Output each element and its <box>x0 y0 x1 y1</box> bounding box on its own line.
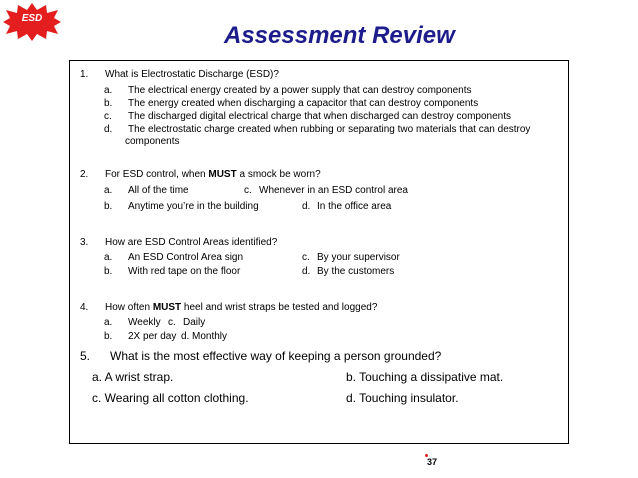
option-letter: a. <box>104 252 113 263</box>
question-text: What is Electrostatic Discharge (ESD)? <box>105 69 279 80</box>
option-letter: a. <box>104 85 113 96</box>
option-text: With red tape on the floor <box>128 266 241 277</box>
option-text: The electrostatic charge created when rubbing or separating two materials that can destroy <box>128 124 531 135</box>
option-text: Weekly <box>128 317 161 328</box>
option-letter: b. <box>104 331 113 342</box>
option-5a <box>92 370 173 384</box>
option-text: Monthly <box>192 331 228 342</box>
option-text: In the office area <box>317 201 392 212</box>
question-number: 3. <box>80 237 89 248</box>
option-text: d. Touching insulator. <box>346 391 459 405</box>
option-letter: c. <box>168 317 176 328</box>
option-text: 2X per day <box>128 331 177 342</box>
option-text: By the customers <box>317 266 395 277</box>
option-5d <box>346 391 459 405</box>
page-title: Assessment Review <box>224 22 455 49</box>
question-number: 4. <box>80 302 89 313</box>
page-number: 37 <box>427 457 438 467</box>
option-letter: b. <box>104 201 113 212</box>
option-letter: d. <box>104 124 113 135</box>
option-letter: d. <box>181 331 190 342</box>
option-text: components <box>125 136 180 147</box>
option-1d-continuation <box>125 136 179 148</box>
option-text: The discharged digital electrical charge that when discharged can destroy components <box>128 111 511 122</box>
option-text: The energy created when discharging a capacitor that can destroy components <box>128 98 479 109</box>
option-5b <box>346 370 503 384</box>
option-letter: d. <box>302 266 311 277</box>
option-text: All of the time <box>128 185 189 196</box>
option-letter: b. <box>104 98 113 109</box>
option-text: Daily <box>183 317 206 328</box>
option-text: a. A wrist strap. <box>92 370 174 384</box>
option-letter: b. <box>104 266 113 277</box>
option-text: Anytime you’re in the building <box>128 201 259 212</box>
questions-box <box>69 60 569 444</box>
question-number: 2. <box>80 169 89 180</box>
question-number: 5. <box>80 349 91 363</box>
option-text: b. Touching a dissipative mat. <box>346 370 504 384</box>
option-letter: d. <box>302 201 311 212</box>
option-text: c. Wearing all cotton clothing. <box>92 391 249 405</box>
option-5c <box>92 391 249 405</box>
option-letter: a. <box>104 317 113 328</box>
option-letter: c. <box>104 111 112 122</box>
question-text: What is the most effective way of keeping a person grounded? <box>110 349 442 363</box>
question-text: How are ESD Control Areas identified? <box>105 237 278 248</box>
option-text: Whenever in an ESD control area <box>259 185 408 196</box>
option-text: An ESD Control Area sign <box>128 252 244 263</box>
option-letter: c. <box>244 185 252 196</box>
option-letter: c. <box>302 252 310 263</box>
esd-badge-label: ESD <box>21 13 43 24</box>
option-letter: a. <box>104 185 113 196</box>
question-text: For ESD control, when MUST a smock be worn? <box>105 169 321 180</box>
question-number: 1. <box>80 69 89 80</box>
option-text: The electrical energy created by a power supply that can destroy components <box>128 85 472 96</box>
question-text: How often MUST heel and wrist straps be tested and logged? <box>105 302 378 313</box>
option-text: By your supervisor <box>317 252 400 263</box>
